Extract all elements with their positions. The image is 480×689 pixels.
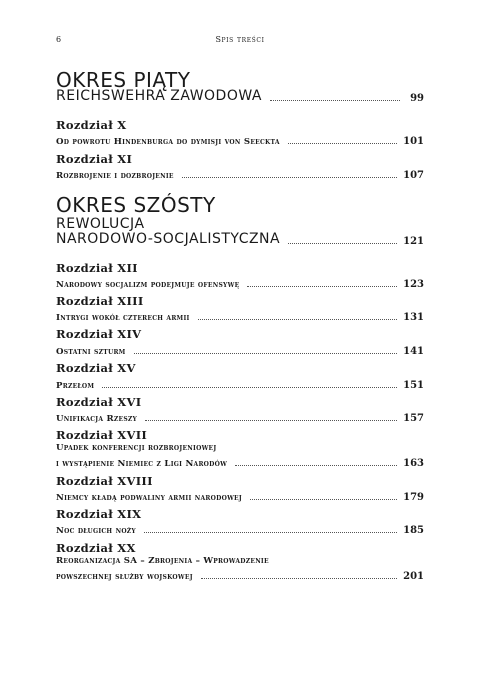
chapter-title: Rozbrojenie i dozbrojenie: [56, 171, 174, 181]
dot-leader: [250, 498, 397, 500]
toc-entry[interactable]: [56, 309, 424, 323]
toc-entry[interactable]: [56, 133, 424, 147]
toc-entry[interactable]: [56, 276, 424, 290]
dot-leader: [102, 386, 397, 388]
page-ref: 157: [403, 413, 424, 424]
page-ref: 151: [403, 380, 424, 391]
chapter-label: Rozdział XIX: [56, 507, 142, 521]
page-ref: 141: [403, 346, 424, 357]
page-ref: 121: [403, 236, 424, 247]
dot-leader: [145, 419, 397, 421]
chapter-label: Rozdział XVII: [56, 428, 148, 442]
toc-entry-part-subtitle[interactable]: [56, 233, 424, 247]
chapter-label: Rozdział XVIII: [56, 474, 153, 488]
page-ref: 201: [403, 571, 424, 582]
part-subtitle: NARODOWO-SOCJALISTYCZNA: [56, 231, 281, 247]
dot-leader: [201, 577, 397, 579]
chapter-label: Rozdział XI: [56, 152, 133, 166]
chapter-label: Rozdział XII: [56, 261, 138, 275]
chapter-title: powszechnej służby wojskowej: [56, 572, 193, 582]
page-ref: 99: [410, 93, 424, 104]
chapter-label: Rozdział XVI: [56, 395, 142, 409]
chapter-title: Niemcy kładą podwaliny armii narodowej: [56, 493, 242, 503]
running-header: [56, 35, 424, 49]
dot-leader: [247, 285, 397, 287]
dot-leader: [198, 318, 398, 320]
part-title: OKRES PIĄTY: [56, 68, 191, 92]
toc-entry[interactable]: [56, 455, 424, 469]
dot-leader: [144, 531, 397, 533]
toc-entry[interactable]: [56, 489, 424, 503]
dot-leader: [235, 464, 397, 466]
part-title: OKRES SZÓSTY: [56, 193, 216, 217]
page-ref: 123: [403, 279, 424, 290]
dot-leader: [288, 142, 397, 144]
page-ref: 101: [403, 136, 424, 147]
chapter-label: Rozdział XV: [56, 361, 136, 375]
chapter-title: Intrygi wokół czterech armii: [56, 313, 190, 323]
dot-leader: [134, 352, 398, 354]
dot-leader: [270, 99, 400, 101]
chapter-title: Ostatni szturm: [56, 347, 126, 357]
chapter-title: Przełom: [56, 381, 95, 391]
page-number: 6: [56, 35, 62, 44]
part-subtitle: REWOLUCJA: [56, 216, 145, 232]
chapter-title: Unifikacja Rzeszy: [56, 414, 138, 424]
page-ref: 107: [403, 170, 424, 181]
chapter-title: Od powrotu Hindenburga do dymisji von Seeckta: [56, 137, 280, 147]
page-ref: 163: [403, 458, 424, 469]
chapter-label: Rozdział XIV: [56, 327, 142, 341]
page-ref: 179: [403, 492, 424, 503]
chapter-title: Narodowy socjalizm podejmuje ofensywę: [56, 280, 240, 290]
toc-entry[interactable]: [56, 568, 424, 582]
toc-entry-part-subtitle[interactable]: [56, 90, 424, 104]
chapter-label: Rozdział XX: [56, 541, 136, 555]
toc-entry[interactable]: [56, 522, 424, 536]
chapter-label: Rozdział XIII: [56, 294, 144, 308]
toc-entry[interactable]: [56, 167, 424, 181]
running-title: Spis treści: [215, 35, 265, 44]
chapter-title-line1: Upadek konferencji rozbrojeniowej: [56, 443, 217, 453]
dot-leader: [288, 242, 397, 244]
page-ref: 185: [403, 525, 424, 536]
part-subtitle: REICHSWEHRA ZAWODOWA: [56, 88, 263, 104]
chapter-title: i wystąpienie Niemiec z Ligi Narodów: [56, 459, 228, 469]
chapter-label: Rozdział X: [56, 118, 127, 132]
toc-entry[interactable]: [56, 410, 424, 424]
dot-leader: [182, 176, 397, 178]
chapter-title-line1: Reorganizacja SA – Zbrojenia – Wprowadzenie: [56, 556, 269, 566]
page-ref: 131: [403, 312, 424, 323]
toc-entry[interactable]: [56, 343, 424, 357]
toc-entry[interactable]: [56, 377, 424, 391]
chapter-title: Noc długich noży: [56, 526, 136, 536]
